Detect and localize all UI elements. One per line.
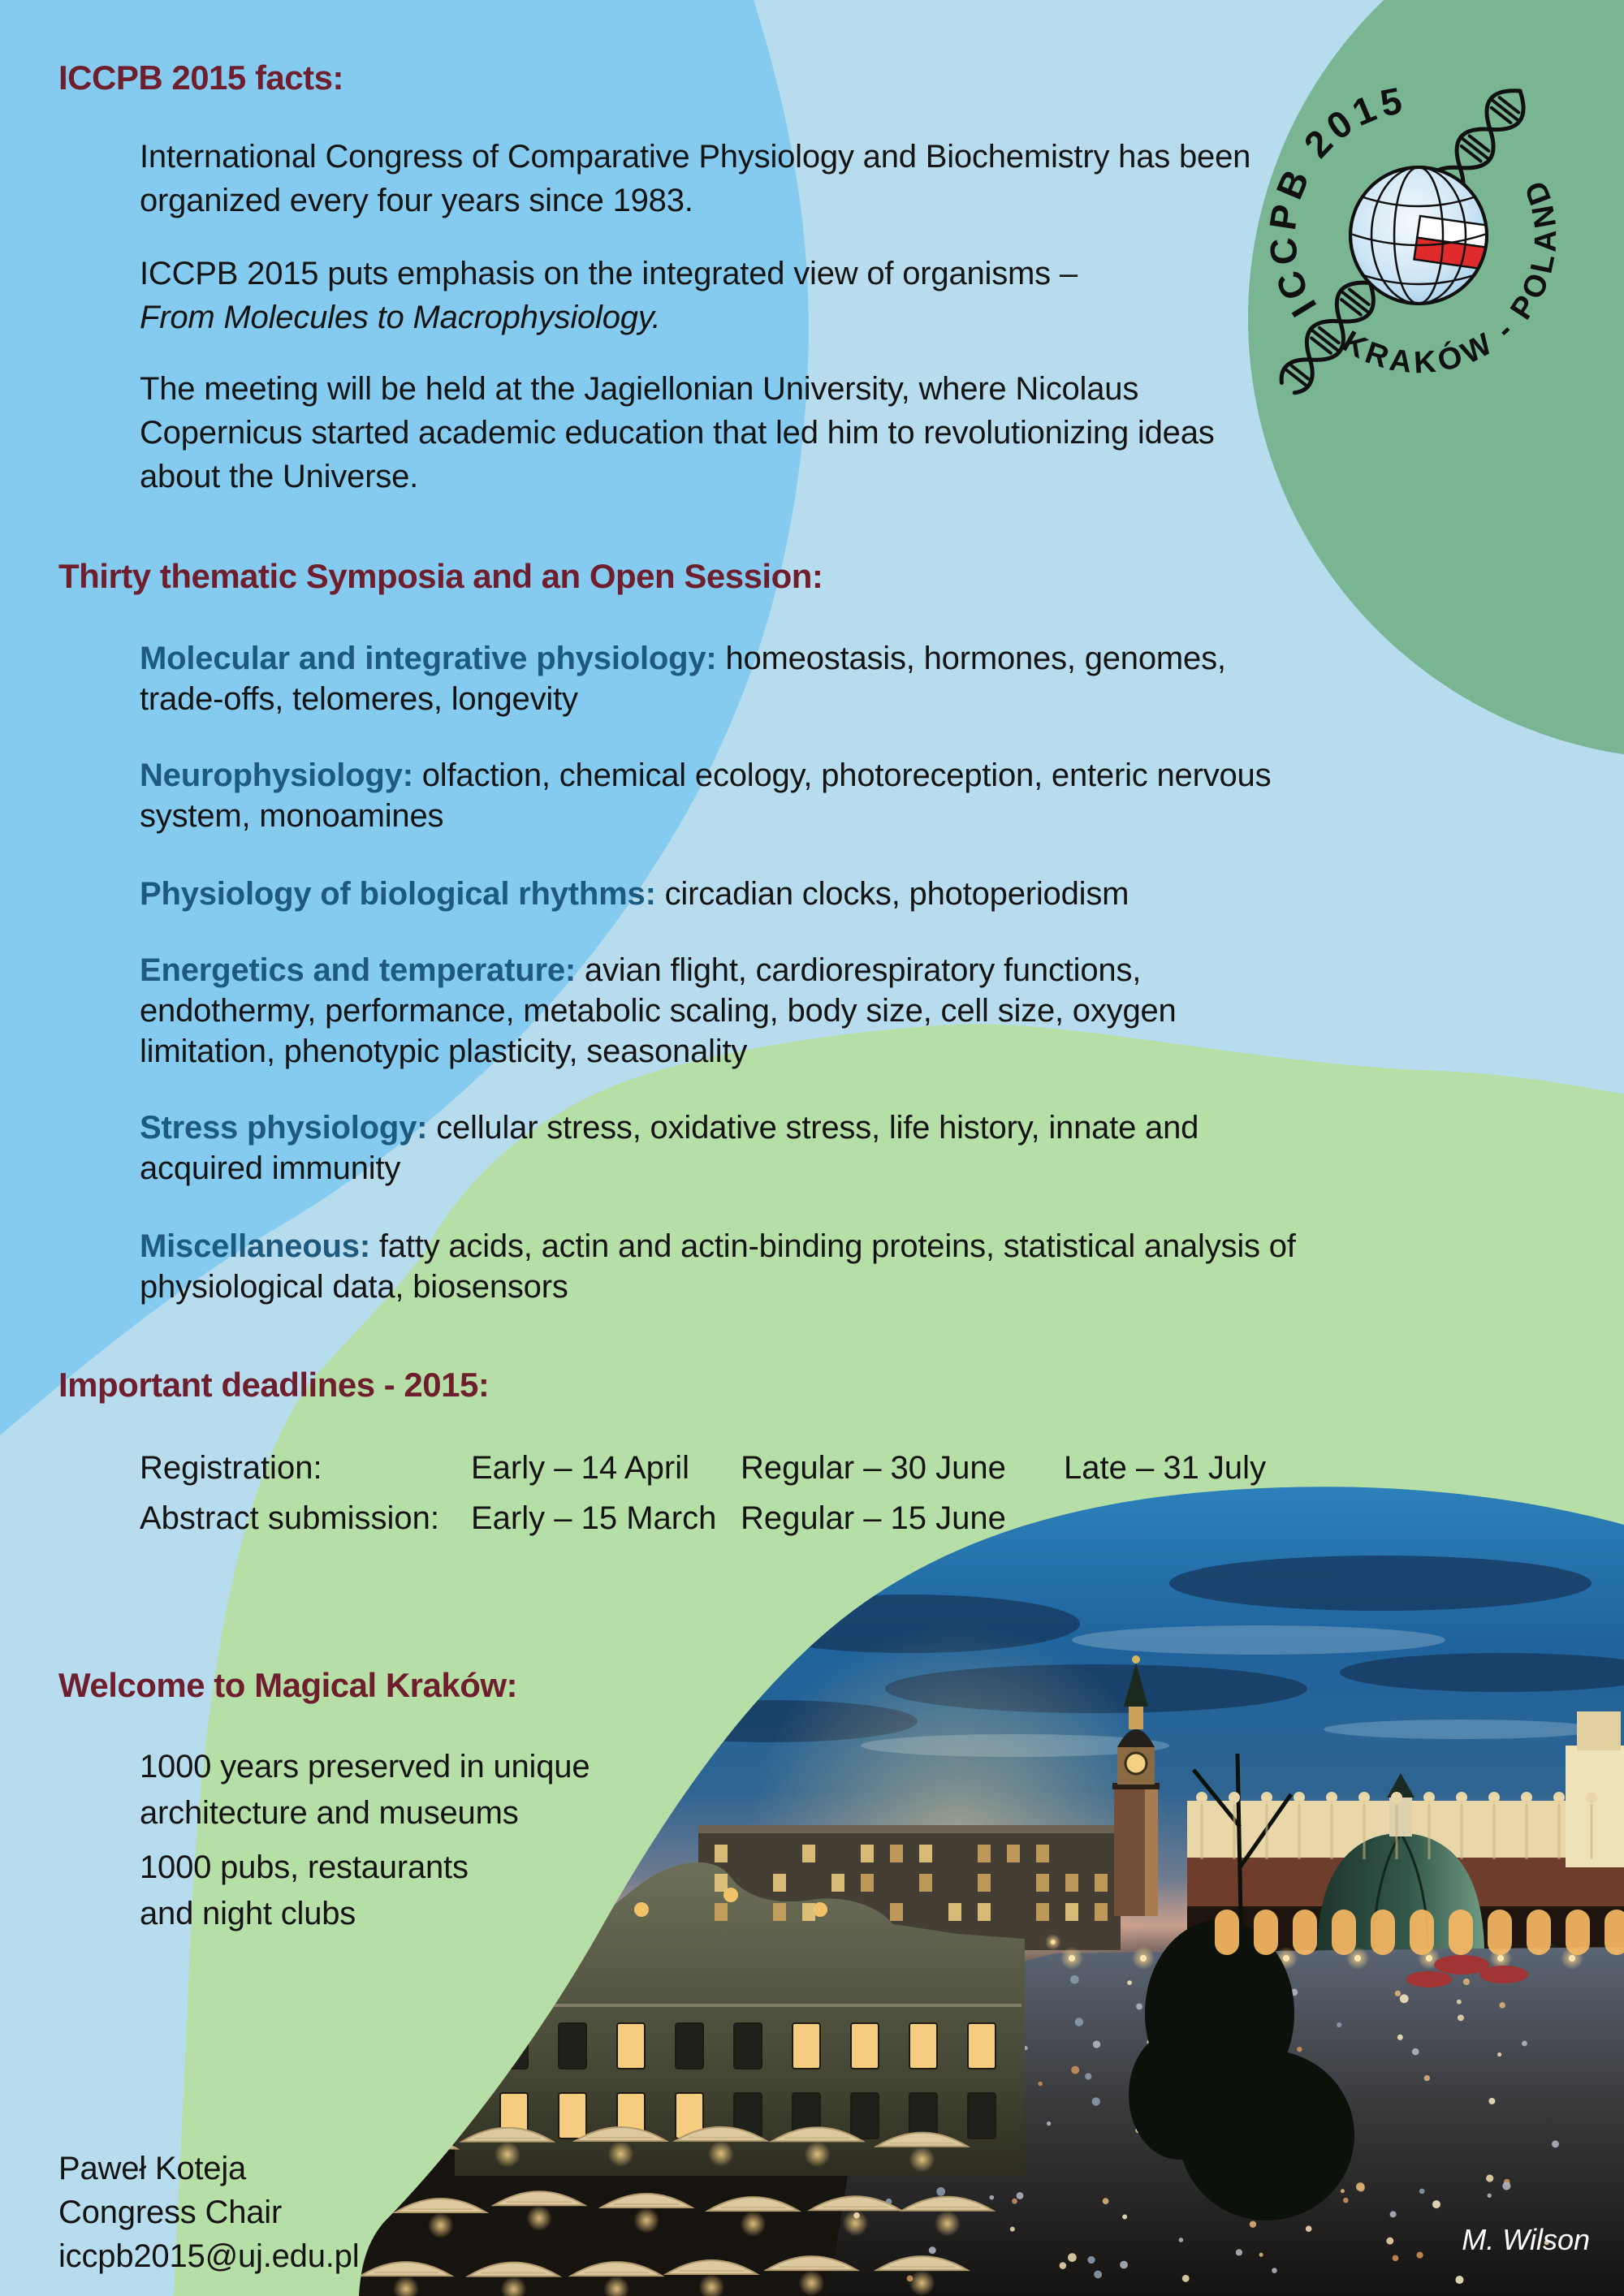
symposium-topics: circadian clocks, photoperiodism [664,876,1129,912]
deadline-label: Registration: [140,1450,322,1486]
symposium-title: Stress physiology: [140,1110,428,1146]
deadline-row-abstract [140,1500,1064,1537]
facts-p3-line2: Copernicus started academic education that led him to revolutionizing ideas [140,415,1215,451]
symposium-item-neurophysiology [140,755,1309,836]
facts-p2-line1: ICCPB 2015 puts emphasis on the integrated view of organisms – [140,256,1078,291]
photo-credit: M. Wilson [1462,2223,1590,2256]
symposium-item-energetics [140,950,1309,1072]
symposium-topics: homeostasis, hormones, genomes, trade-offs, telomeres, longevity [140,641,1226,717]
contact-block [58,2147,359,2278]
deadline-late: Late – 31 July [1064,1450,1267,1486]
symposium-item-stress [140,1107,1309,1189]
facts-p2-line2: From Molecules to Macrophysiology. [140,300,661,335]
deadline-row-registration [140,1450,1266,1487]
symposium-topics: fatty acids, actin and actin-binding proteins, statistical analysis of physiological data, biosensors [140,1228,1296,1305]
welcome-heading: Welcome to Magical Kraków: [58,1666,518,1704]
contact-email: iccpb2015@uj.edu.pl [58,2238,360,2274]
symposium-topics: avian flight, cardiorespiratory functions, endothermy, performance, metabolic scaling, body size, cell size, oxygen limitation, phenotypic plasticity, seasonality [140,952,1177,1069]
contact-name: Paweł Koteja [58,2151,247,2186]
welcome-bullet-2 [140,1845,469,1937]
deadline-early: Early – 15 March [471,1500,717,1536]
facts-p3-line1: The meeting will be held at the Jagiellonian University, where Nicolaus [140,371,1139,407]
facts-p3-line3: about the Universe. [140,459,419,494]
symposium-title: Physiology of biological rhythms: [140,876,656,912]
contact-role: Congress Chair [58,2195,283,2230]
symposium-topics: olfaction, chemical ecology, photoreception, enteric nervous system, monoamines [140,757,1272,834]
symposium-item-biological-rhythms [140,874,1309,914]
welcome-b1-line1: 1000 years preserved in unique [140,1749,590,1785]
welcome-b1-line2: architecture and museums [140,1795,519,1831]
welcome-bullet-1 [140,1744,590,1836]
symposium-title: Neurophysiology: [140,757,413,793]
symposium-title: Miscellaneous: [140,1228,370,1264]
deadline-label: Abstract submission: [140,1500,440,1536]
symposia-heading: Thirty thematic Symposia and an Open Session: [58,557,823,595]
facts-paragraph-1 [140,135,1250,222]
logo-bottom-arc-text: KRAKÓW - POLAND [1336,172,1564,381]
welcome-b2-line1: 1000 pubs, restaurants [140,1849,469,1885]
welcome-b2-line2: and night clubs [140,1896,356,1931]
deadlines-heading: Important deadlines - 2015: [58,1366,490,1404]
symposium-title: Molecular and integrative physiology: [140,641,717,676]
facts-paragraph-2 [140,252,1078,339]
symposium-item-miscellaneous [140,1226,1309,1307]
facts-p1-line2: organized every four years since 1983. [140,183,693,218]
symposium-title: Energetics and temperature: [140,952,576,988]
deadline-regular: Regular – 30 June [741,1450,1006,1486]
deadline-regular: Regular – 15 June [741,1500,1006,1536]
facts-heading: ICCPB 2015 facts: [58,58,343,97]
logo-top-arc-text: ICCPB 2015 [1260,78,1410,325]
deadline-early: Early – 14 April [471,1450,690,1486]
facts-paragraph-3 [140,367,1215,498]
facts-p1-line1: International Congress of Comparative Physiology and Biochemistry has been [140,139,1251,175]
symposium-item-molecular [140,638,1309,719]
symposium-topics: cellular stress, oxidative stress, life history, innate and acquired immunity [140,1110,1199,1186]
